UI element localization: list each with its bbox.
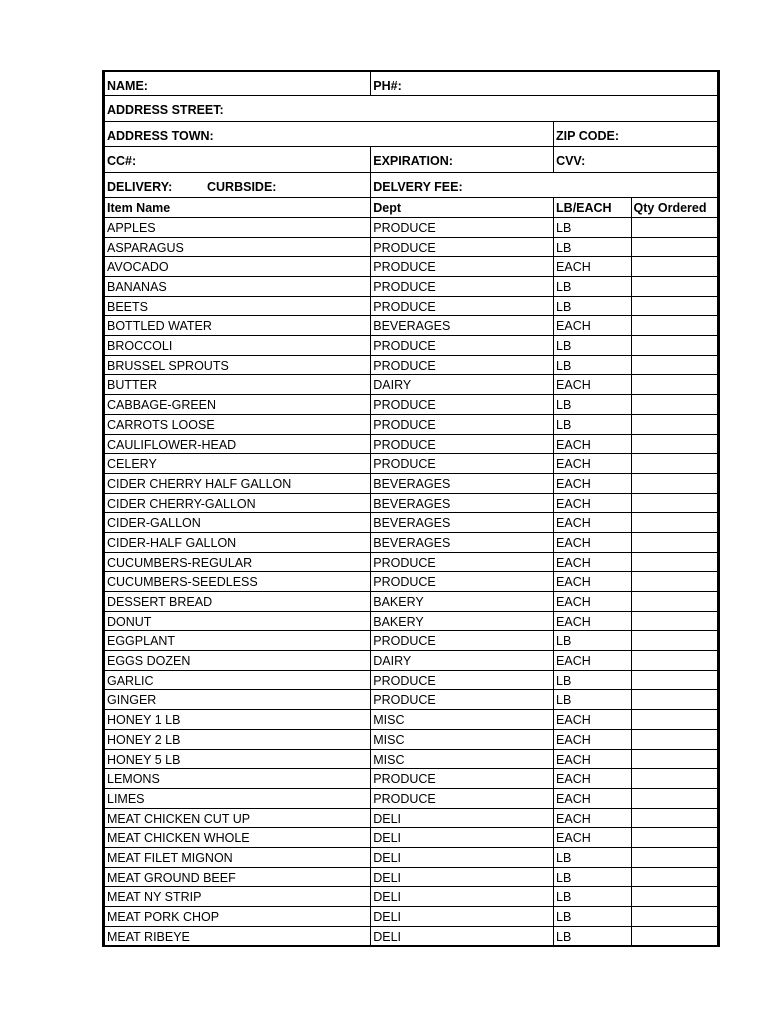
- item-name-cell: CIDER-GALLON: [104, 512, 370, 532]
- item-name-cell: BANANAS: [104, 276, 370, 296]
- unit-cell: EACH: [553, 315, 631, 335]
- table-row: [104, 709, 718, 729]
- qty-ordered-cell[interactable]: [631, 355, 718, 375]
- dept-cell: BEVERAGES: [370, 473, 553, 493]
- dept-cell: PRODUCE: [370, 414, 553, 434]
- column-header-unit: LB/EACH: [553, 197, 631, 217]
- dept-cell: PRODUCE: [370, 256, 553, 276]
- qty-ordered-cell[interactable]: [631, 315, 718, 335]
- unit-cell: LB: [553, 276, 631, 296]
- dept-cell: PRODUCE: [370, 434, 553, 454]
- table-row: [104, 355, 718, 375]
- unit-cell: EACH: [553, 512, 631, 532]
- delivery-fee-field[interactable]: [370, 172, 718, 197]
- table-row: [104, 886, 718, 906]
- dept-cell: BEVERAGES: [370, 315, 553, 335]
- item-name-cell: MEAT NY STRIP: [104, 886, 370, 906]
- unit-cell: LB: [553, 237, 631, 257]
- qty-ordered-cell[interactable]: [631, 552, 718, 572]
- table-row: [104, 906, 718, 926]
- qty-ordered-cell[interactable]: [631, 827, 718, 847]
- expiration-field[interactable]: [370, 146, 553, 171]
- item-name-cell: HONEY 1 LB: [104, 709, 370, 729]
- unit-cell: EACH: [553, 788, 631, 808]
- unit-cell: LB: [553, 906, 631, 926]
- name-label: NAME:: [107, 79, 148, 93]
- item-name-cell: MEAT CHICKEN WHOLE: [104, 827, 370, 847]
- table-row: [104, 532, 718, 552]
- unit-cell: LB: [553, 670, 631, 690]
- curbside-label: CURBSIDE:: [207, 179, 277, 194]
- dept-cell: PRODUCE: [370, 689, 553, 709]
- table-row: [104, 434, 718, 454]
- table-row: [104, 847, 718, 867]
- qty-ordered-cell[interactable]: [631, 532, 718, 552]
- item-name-cell: MEAT FILET MIGNON: [104, 847, 370, 867]
- unit-cell: EACH: [553, 473, 631, 493]
- dept-cell: PRODUCE: [370, 788, 553, 808]
- column-header-dept: Dept: [370, 197, 553, 217]
- dept-cell: PRODUCE: [370, 217, 553, 237]
- item-name-cell: CARROTS LOOSE: [104, 414, 370, 434]
- qty-ordered-cell[interactable]: [631, 886, 718, 906]
- unit-cell: EACH: [553, 827, 631, 847]
- dept-cell: PRODUCE: [370, 276, 553, 296]
- unit-cell: EACH: [553, 552, 631, 572]
- qty-ordered-cell[interactable]: [631, 414, 718, 434]
- table-row: [104, 374, 718, 394]
- table-row: [104, 611, 718, 631]
- dept-cell: MISC: [370, 749, 553, 769]
- item-name-cell: CELERY: [104, 453, 370, 473]
- unit-cell: LB: [553, 689, 631, 709]
- item-name-cell: CIDER CHERRY-GALLON: [104, 493, 370, 513]
- qty-ordered-cell[interactable]: [631, 867, 718, 887]
- qty-ordered-cell[interactable]: [631, 591, 718, 611]
- qty-ordered-cell[interactable]: [631, 847, 718, 867]
- dept-cell: PRODUCE: [370, 670, 553, 690]
- zip-label: ZIP CODE:: [556, 128, 620, 143]
- table-row: [104, 926, 718, 946]
- dept-cell: PRODUCE: [370, 552, 553, 572]
- table-row: [104, 749, 718, 769]
- unit-cell: EACH: [553, 434, 631, 454]
- table-row: [104, 729, 718, 749]
- item-name-cell: CIDER CHERRY HALF GALLON: [104, 473, 370, 493]
- dept-cell: MISC: [370, 729, 553, 749]
- name-field[interactable]: [104, 70, 370, 95]
- table-row: [104, 571, 718, 591]
- delivery-fee-label: DELVERY FEE:: [373, 179, 463, 194]
- town-zip-row: [104, 121, 718, 146]
- unit-cell: LB: [553, 335, 631, 355]
- delivery-label: DELIVERY:: [107, 179, 173, 194]
- dept-cell: BEVERAGES: [370, 493, 553, 513]
- phone-label: PH#:: [373, 79, 402, 93]
- qty-ordered-cell[interactable]: [631, 729, 718, 749]
- item-name-cell: LIMES: [104, 788, 370, 808]
- table-row: [104, 670, 718, 690]
- qty-ordered-cell[interactable]: [631, 571, 718, 591]
- table-row: [104, 788, 718, 808]
- unit-cell: EACH: [553, 768, 631, 788]
- dept-cell: DAIRY: [370, 374, 553, 394]
- dept-cell: PRODUCE: [370, 355, 553, 375]
- item-name-cell: MEAT PORK CHOP: [104, 906, 370, 926]
- order-form-frame: [102, 70, 720, 947]
- qty-ordered-cell[interactable]: [631, 906, 718, 926]
- dept-cell: PRODUCE: [370, 768, 553, 788]
- qty-ordered-cell[interactable]: [631, 374, 718, 394]
- item-name-cell: DONUT: [104, 611, 370, 631]
- item-table-body: [104, 217, 718, 945]
- table-row: [104, 296, 718, 316]
- unit-cell: LB: [553, 847, 631, 867]
- dept-cell: PRODUCE: [370, 453, 553, 473]
- qty-ordered-cell[interactable]: [631, 926, 718, 946]
- unit-cell: EACH: [553, 256, 631, 276]
- dept-cell: BEVERAGES: [370, 512, 553, 532]
- dept-cell: DELI: [370, 827, 553, 847]
- table-row: [104, 217, 718, 237]
- cc-label: CC#:: [107, 154, 137, 169]
- expiration-label: EXPIRATION:: [373, 154, 453, 169]
- item-name-cell: AVOCADO: [104, 256, 370, 276]
- column-header-row: [104, 197, 718, 217]
- dept-cell: DELI: [370, 926, 553, 946]
- unit-cell: LB: [553, 414, 631, 434]
- item-name-cell: MEAT CHICKEN CUT UP: [104, 808, 370, 828]
- table-row: [104, 237, 718, 257]
- column-header-qty: Qty Ordered: [631, 197, 718, 217]
- qty-ordered-cell[interactable]: [631, 670, 718, 690]
- dept-cell: DELI: [370, 847, 553, 867]
- qty-ordered-cell[interactable]: [631, 473, 718, 493]
- qty-ordered-cell[interactable]: [631, 808, 718, 828]
- qty-ordered-cell[interactable]: [631, 256, 718, 276]
- qty-ordered-cell[interactable]: [631, 434, 718, 454]
- qty-ordered-cell[interactable]: [631, 237, 718, 257]
- item-name-cell: BROCCOLI: [104, 335, 370, 355]
- item-name-cell: GINGER: [104, 689, 370, 709]
- qty-ordered-cell[interactable]: [631, 335, 718, 355]
- unit-cell: LB: [553, 926, 631, 946]
- table-row: [104, 394, 718, 414]
- item-name-cell: BEETS: [104, 296, 370, 316]
- item-name-cell: CUCUMBERS-SEEDLESS: [104, 571, 370, 591]
- qty-ordered-cell[interactable]: [631, 512, 718, 532]
- qty-ordered-cell[interactable]: [631, 453, 718, 473]
- unit-cell: EACH: [553, 571, 631, 591]
- item-name-cell: MEAT RIBEYE: [104, 926, 370, 946]
- table-row: [104, 512, 718, 532]
- table-row: [104, 630, 718, 650]
- qty-ordered-cell[interactable]: [631, 276, 718, 296]
- zip-field[interactable]: [553, 121, 718, 146]
- cc-field[interactable]: [104, 146, 370, 171]
- name-phone-row: [104, 70, 718, 95]
- unit-cell: EACH: [553, 453, 631, 473]
- unit-cell: EACH: [553, 808, 631, 828]
- item-name-cell: HONEY 2 LB: [104, 729, 370, 749]
- dept-cell: PRODUCE: [370, 571, 553, 591]
- qty-ordered-cell[interactable]: [631, 630, 718, 650]
- item-name-cell: EGGPLANT: [104, 630, 370, 650]
- table-row: [104, 827, 718, 847]
- table-row: [104, 768, 718, 788]
- dept-cell: MISC: [370, 709, 553, 729]
- table-row: [104, 689, 718, 709]
- unit-cell: EACH: [553, 493, 631, 513]
- dept-cell: PRODUCE: [370, 296, 553, 316]
- item-name-cell: MEAT GROUND BEEF: [104, 867, 370, 887]
- qty-ordered-cell[interactable]: [631, 768, 718, 788]
- town-label: ADDRESS TOWN:: [107, 128, 214, 143]
- payment-row: [104, 146, 718, 171]
- qty-ordered-cell[interactable]: [631, 689, 718, 709]
- unit-cell: EACH: [553, 611, 631, 631]
- item-name-cell: HONEY 5 LB: [104, 749, 370, 769]
- delivery-row: [104, 172, 718, 197]
- order-form: [102, 70, 720, 947]
- item-name-cell: BUTTER: [104, 374, 370, 394]
- unit-cell: EACH: [553, 650, 631, 670]
- item-name-cell: BRUSSEL SPROUTS: [104, 355, 370, 375]
- table-row: [104, 315, 718, 335]
- dept-cell: DELI: [370, 867, 553, 887]
- qty-ordered-cell[interactable]: [631, 650, 718, 670]
- unit-cell: EACH: [553, 532, 631, 552]
- unit-cell: LB: [553, 296, 631, 316]
- unit-cell: LB: [553, 217, 631, 237]
- table-row: [104, 552, 718, 572]
- item-name-cell: GARLIC: [104, 670, 370, 690]
- cvv-field[interactable]: [553, 146, 718, 171]
- dept-cell: PRODUCE: [370, 630, 553, 650]
- item-name-cell: LEMONS: [104, 768, 370, 788]
- table-row: [104, 335, 718, 355]
- dept-cell: DELI: [370, 886, 553, 906]
- unit-cell: EACH: [553, 709, 631, 729]
- item-name-cell: EGGS DOZEN: [104, 650, 370, 670]
- dept-cell: DELI: [370, 808, 553, 828]
- item-name-cell: DESSERT BREAD: [104, 591, 370, 611]
- table-row: [104, 591, 718, 611]
- table-row: [104, 808, 718, 828]
- table-row: [104, 867, 718, 887]
- unit-cell: LB: [553, 886, 631, 906]
- unit-cell: LB: [553, 630, 631, 650]
- qty-ordered-cell[interactable]: [631, 749, 718, 769]
- dept-cell: PRODUCE: [370, 237, 553, 257]
- item-name-cell: BOTTLED WATER: [104, 315, 370, 335]
- item-name-cell: CIDER-HALF GALLON: [104, 532, 370, 552]
- street-label: ADDRESS STREET:: [107, 103, 224, 118]
- dept-cell: DELI: [370, 906, 553, 926]
- unit-cell: LB: [553, 394, 631, 414]
- item-name-cell: CABBAGE-GREEN: [104, 394, 370, 414]
- item-name-cell: APPLES: [104, 217, 370, 237]
- table-row: [104, 473, 718, 493]
- item-name-cell: CAULIFLOWER-HEAD: [104, 434, 370, 454]
- qty-ordered-cell[interactable]: [631, 709, 718, 729]
- unit-cell: LB: [553, 867, 631, 887]
- dept-cell: PRODUCE: [370, 335, 553, 355]
- table-row: [104, 276, 718, 296]
- unit-cell: LB: [553, 355, 631, 375]
- dept-cell: PRODUCE: [370, 394, 553, 414]
- town-field[interactable]: [104, 121, 553, 146]
- qty-ordered-cell[interactable]: [631, 611, 718, 631]
- delivery-field[interactable]: [104, 172, 370, 197]
- dept-cell: BEVERAGES: [370, 532, 553, 552]
- unit-cell: EACH: [553, 374, 631, 394]
- dept-cell: DAIRY: [370, 650, 553, 670]
- unit-cell: EACH: [553, 729, 631, 749]
- street-row: [104, 95, 718, 120]
- table-row: [104, 256, 718, 276]
- table-row: [104, 650, 718, 670]
- street-field[interactable]: [104, 95, 718, 120]
- phone-field[interactable]: [370, 70, 718, 95]
- unit-cell: EACH: [553, 749, 631, 769]
- cvv-label: CVV:: [556, 154, 586, 169]
- item-name-cell: CUCUMBERS-REGULAR: [104, 552, 370, 572]
- dept-cell: BAKERY: [370, 591, 553, 611]
- qty-ordered-cell[interactable]: [631, 217, 718, 237]
- column-header-item: Item Name: [104, 197, 370, 217]
- qty-ordered-cell[interactable]: [631, 394, 718, 414]
- qty-ordered-cell[interactable]: [631, 296, 718, 316]
- table-row: [104, 414, 718, 434]
- item-name-cell: ASPARAGUS: [104, 237, 370, 257]
- dept-cell: BAKERY: [370, 611, 553, 631]
- qty-ordered-cell[interactable]: [631, 493, 718, 513]
- qty-ordered-cell[interactable]: [631, 788, 718, 808]
- table-row: [104, 493, 718, 513]
- table-row: [104, 453, 718, 473]
- unit-cell: EACH: [553, 591, 631, 611]
